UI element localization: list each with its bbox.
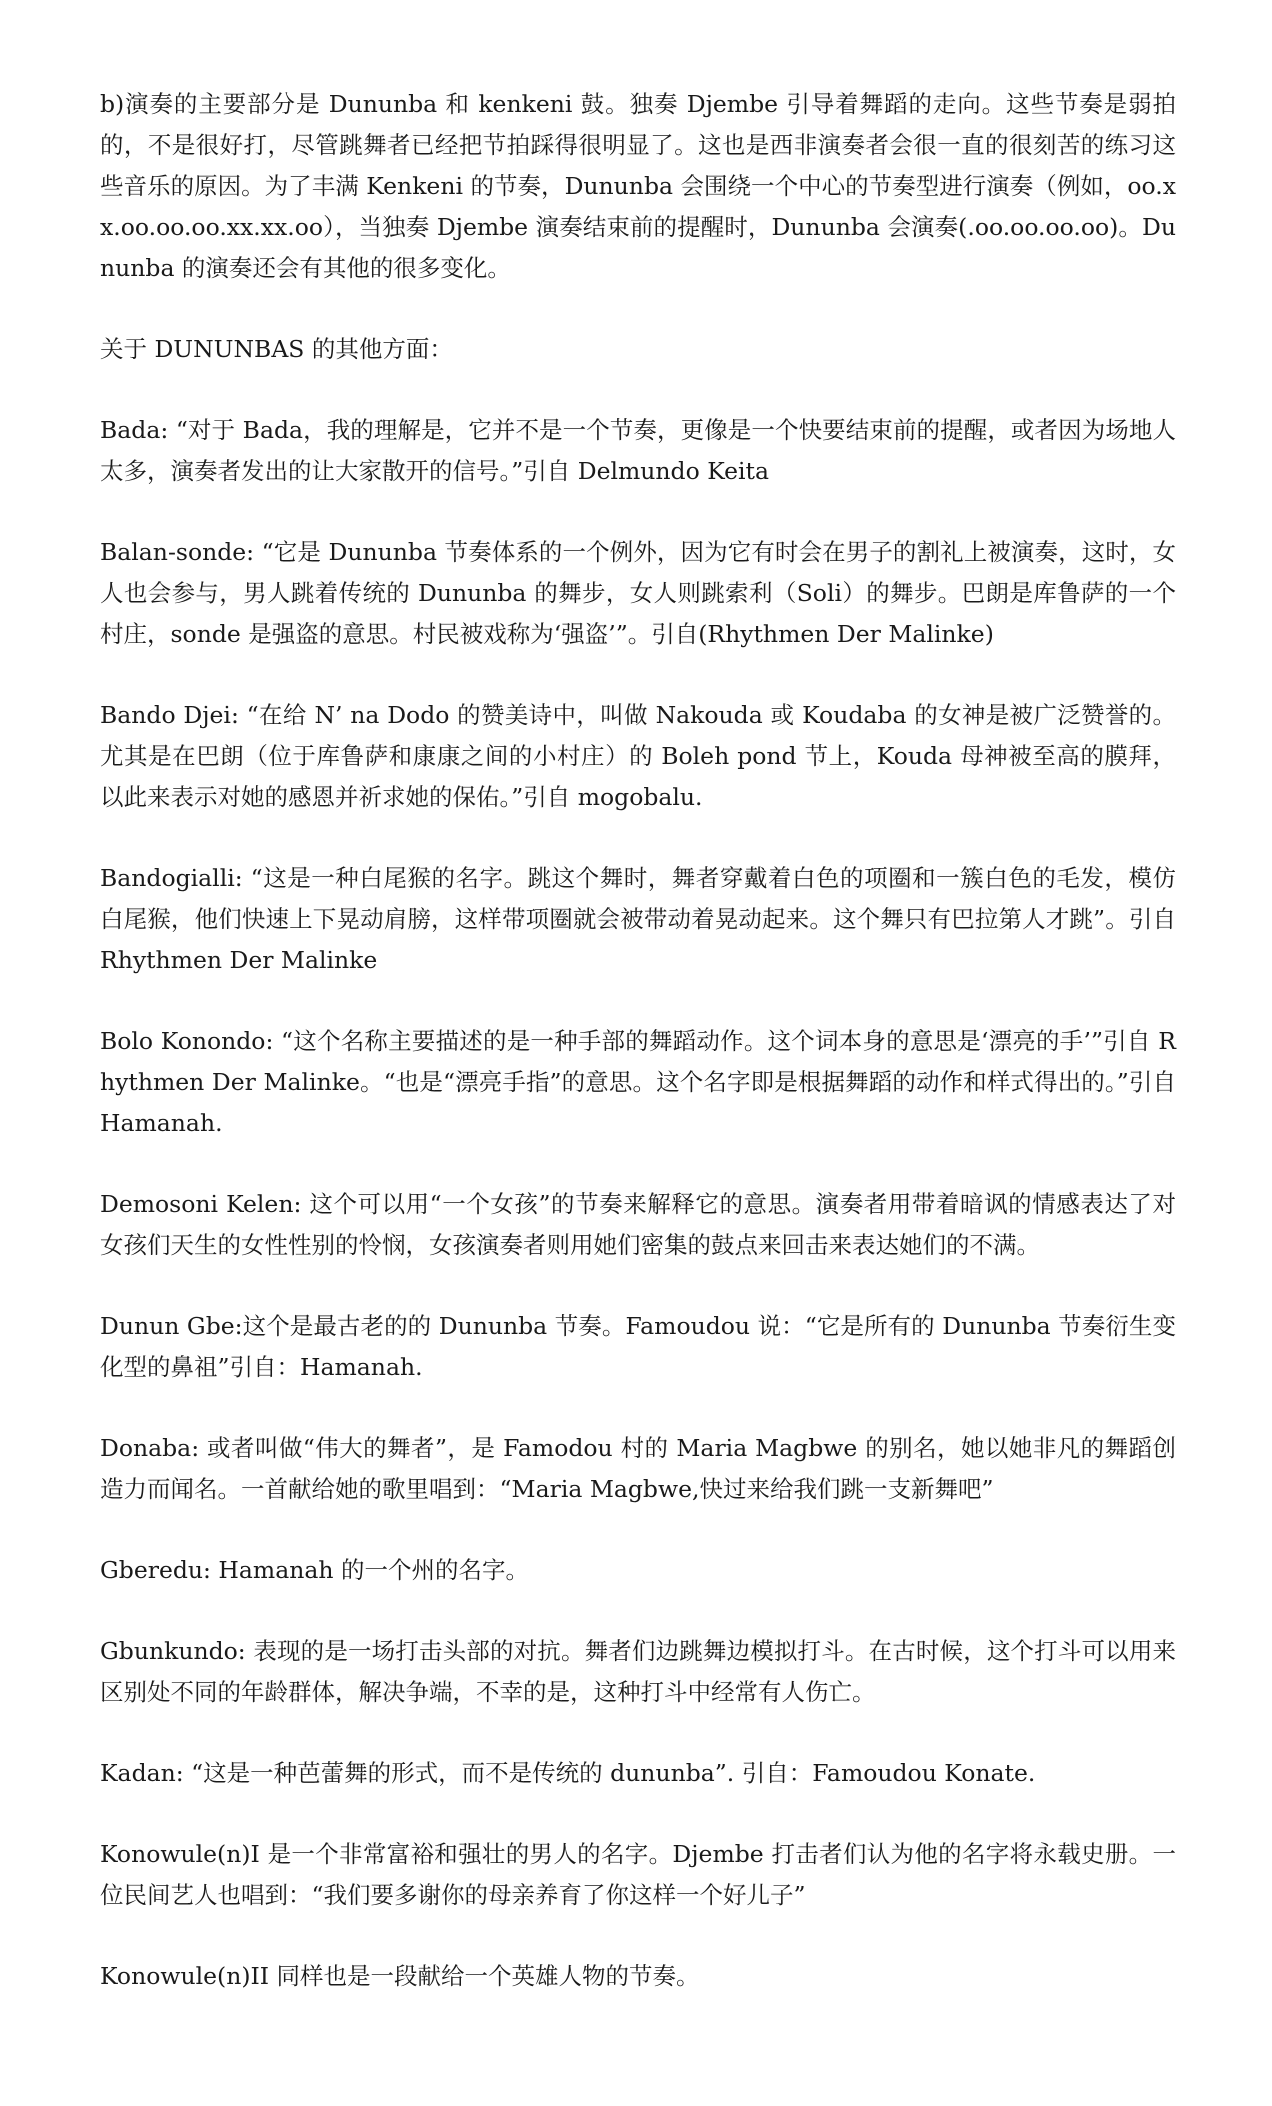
paragraph-dununba-main: b)演奏的主要部分是 Dununba 和 kenkeni 鼓。独奏 Djembe 引导着舞蹈的走向。这些节奏是弱拍的，不是很好打，尽管跳舞者已经把节拍踩得很明显了。这也是西非演奏者会很一直的很刻苦的练习这些音乐的原因。为了丰满 Kenkeni 的节奏，Dununba 会围绕一个中心的节奏型进行演奏（例如，oo.xx.oo.oo.oo.xx.xx.oo），当独奏 Djembe 演奏结束前的提醒时，Dununba 会演奏(.oo.oo.oo.oo)。Dununba 的演奏还会有其他的很多变化。 xyxy=(100,90,1176,282)
entry-konowulen-i: Konowule(n)I 是一个非常富裕和强壮的男人的名字。Djembe 打击者们认为他的名字将永载史册。一位民间艺人也唱到：“我们要多谢你的母亲养育了你这样一个好儿子” xyxy=(100,1840,1176,1909)
entry-bandogialli: Bandogialli: “这是一种白尾猴的名字。跳这个舞时，舞者穿戴着白色的项圈和一簇白色的毛发，模仿白尾猴，他们快速上下晃动肩膀，这样带项圈就会被带动着晃动起来。这个舞只有巴拉第人才跳”。引自 Rhythmen Der Malinke xyxy=(100,864,1176,974)
entry-bada: Bada: “对于 Bada，我的理解是，它并不是一个节奏，更像是一个快要结束前的提醒，或者因为场地人太多，演奏者发出的让大家散开的信号。”引自 Delmundo Keita xyxy=(100,416,1176,485)
entry-gberedu: Gberedu: Hamanah 的一个州的名字。 xyxy=(100,1556,529,1584)
entry-dunun-gbe: Dunun Gbe:这个是最古老的的 Dununba 节奏。Famoudou 说：“它是所有的 Dununba 节奏衍生变化型的鼻祖”引自：Hamanah. xyxy=(100,1312,1176,1381)
entry-konowulen-ii: Konowule(n)II 同样也是一段献给一个英雄人物的节奏。 xyxy=(100,1962,700,1990)
entry-demosoni-kelen: Demosoni Kelen: 这个可以用“一个女孩”的节奏来解释它的意思。演奏者用带着暗讽的情感表达了对女孩们天生的女性性别的怜悯，女孩演奏者则用她们密集的鼓点来回击来表达她们的不满。 xyxy=(100,1190,1176,1259)
document-body xyxy=(100,84,1176,2037)
entry-bolo-konondo: Bolo Konondo: “这个名称主要描述的是一种手部的舞蹈动作。这个词本身的意思是‘漂亮的手’”引自 Rhythmen Der Malinke。“也是“漂亮手指”的意思。这个名字即是根据舞蹈的动作和样式得出的。”引自 Hamanah. xyxy=(100,1027,1176,1137)
entry-bando-djei: Bando Djei: “在给 N’ na Dodo 的赞美诗中，叫做 Nakouda 或 Koudaba 的女神是被广泛赞誉的。尤其是在巴朗（位于库鲁萨和康康之间的小村庄）的 Boleh pond 节上，Kouda 母神被至高的膜拜，以此来表示对她的感恩并祈求她的保佑。”引自 mogobalu. xyxy=(100,701,1176,811)
entry-gbunkundo: Gbunkundo: 表现的是一场打击头部的对抗。舞者们边跳舞边模拟打斗。在古时候，这个打斗可以用来区别处不同的年龄群体，解决争端，不幸的是，这种打斗中经常有人伤亡。 xyxy=(100,1637,1176,1706)
entry-kadan: Kadan: “这是一种芭蕾舞的形式，而不是传统的 dununba”. 引自：Famoudou Konate. xyxy=(100,1759,1036,1787)
entry-balan-sonde: Balan-sonde: “它是 Dununba 节奏体系的一个例外，因为它有时会在男子的割礼上被演奏，这时，女人也会参与，男人跳着传统的 Dununba 的舞步，女人则跳索利（Soli）的舞步。巴朗是库鲁萨的一个村庄，sonde 是强盗的意思。村民被戏称为‘强盗’”。引自(Rhythmen Der Malinke) xyxy=(100,538,1176,648)
section-heading-dununbas: 关于 DUNUNBAS 的其他方面： xyxy=(100,335,453,363)
entry-donaba: Donaba: 或者叫做“伟大的舞者”，是 Famodou 村的 Maria Magbwe 的别名，她以她非凡的舞蹈创造力而闻名。一首献给她的歌里唱到：“Maria Magbwe,快过来给我们跳一支新舞吧” xyxy=(100,1434,1176,1503)
